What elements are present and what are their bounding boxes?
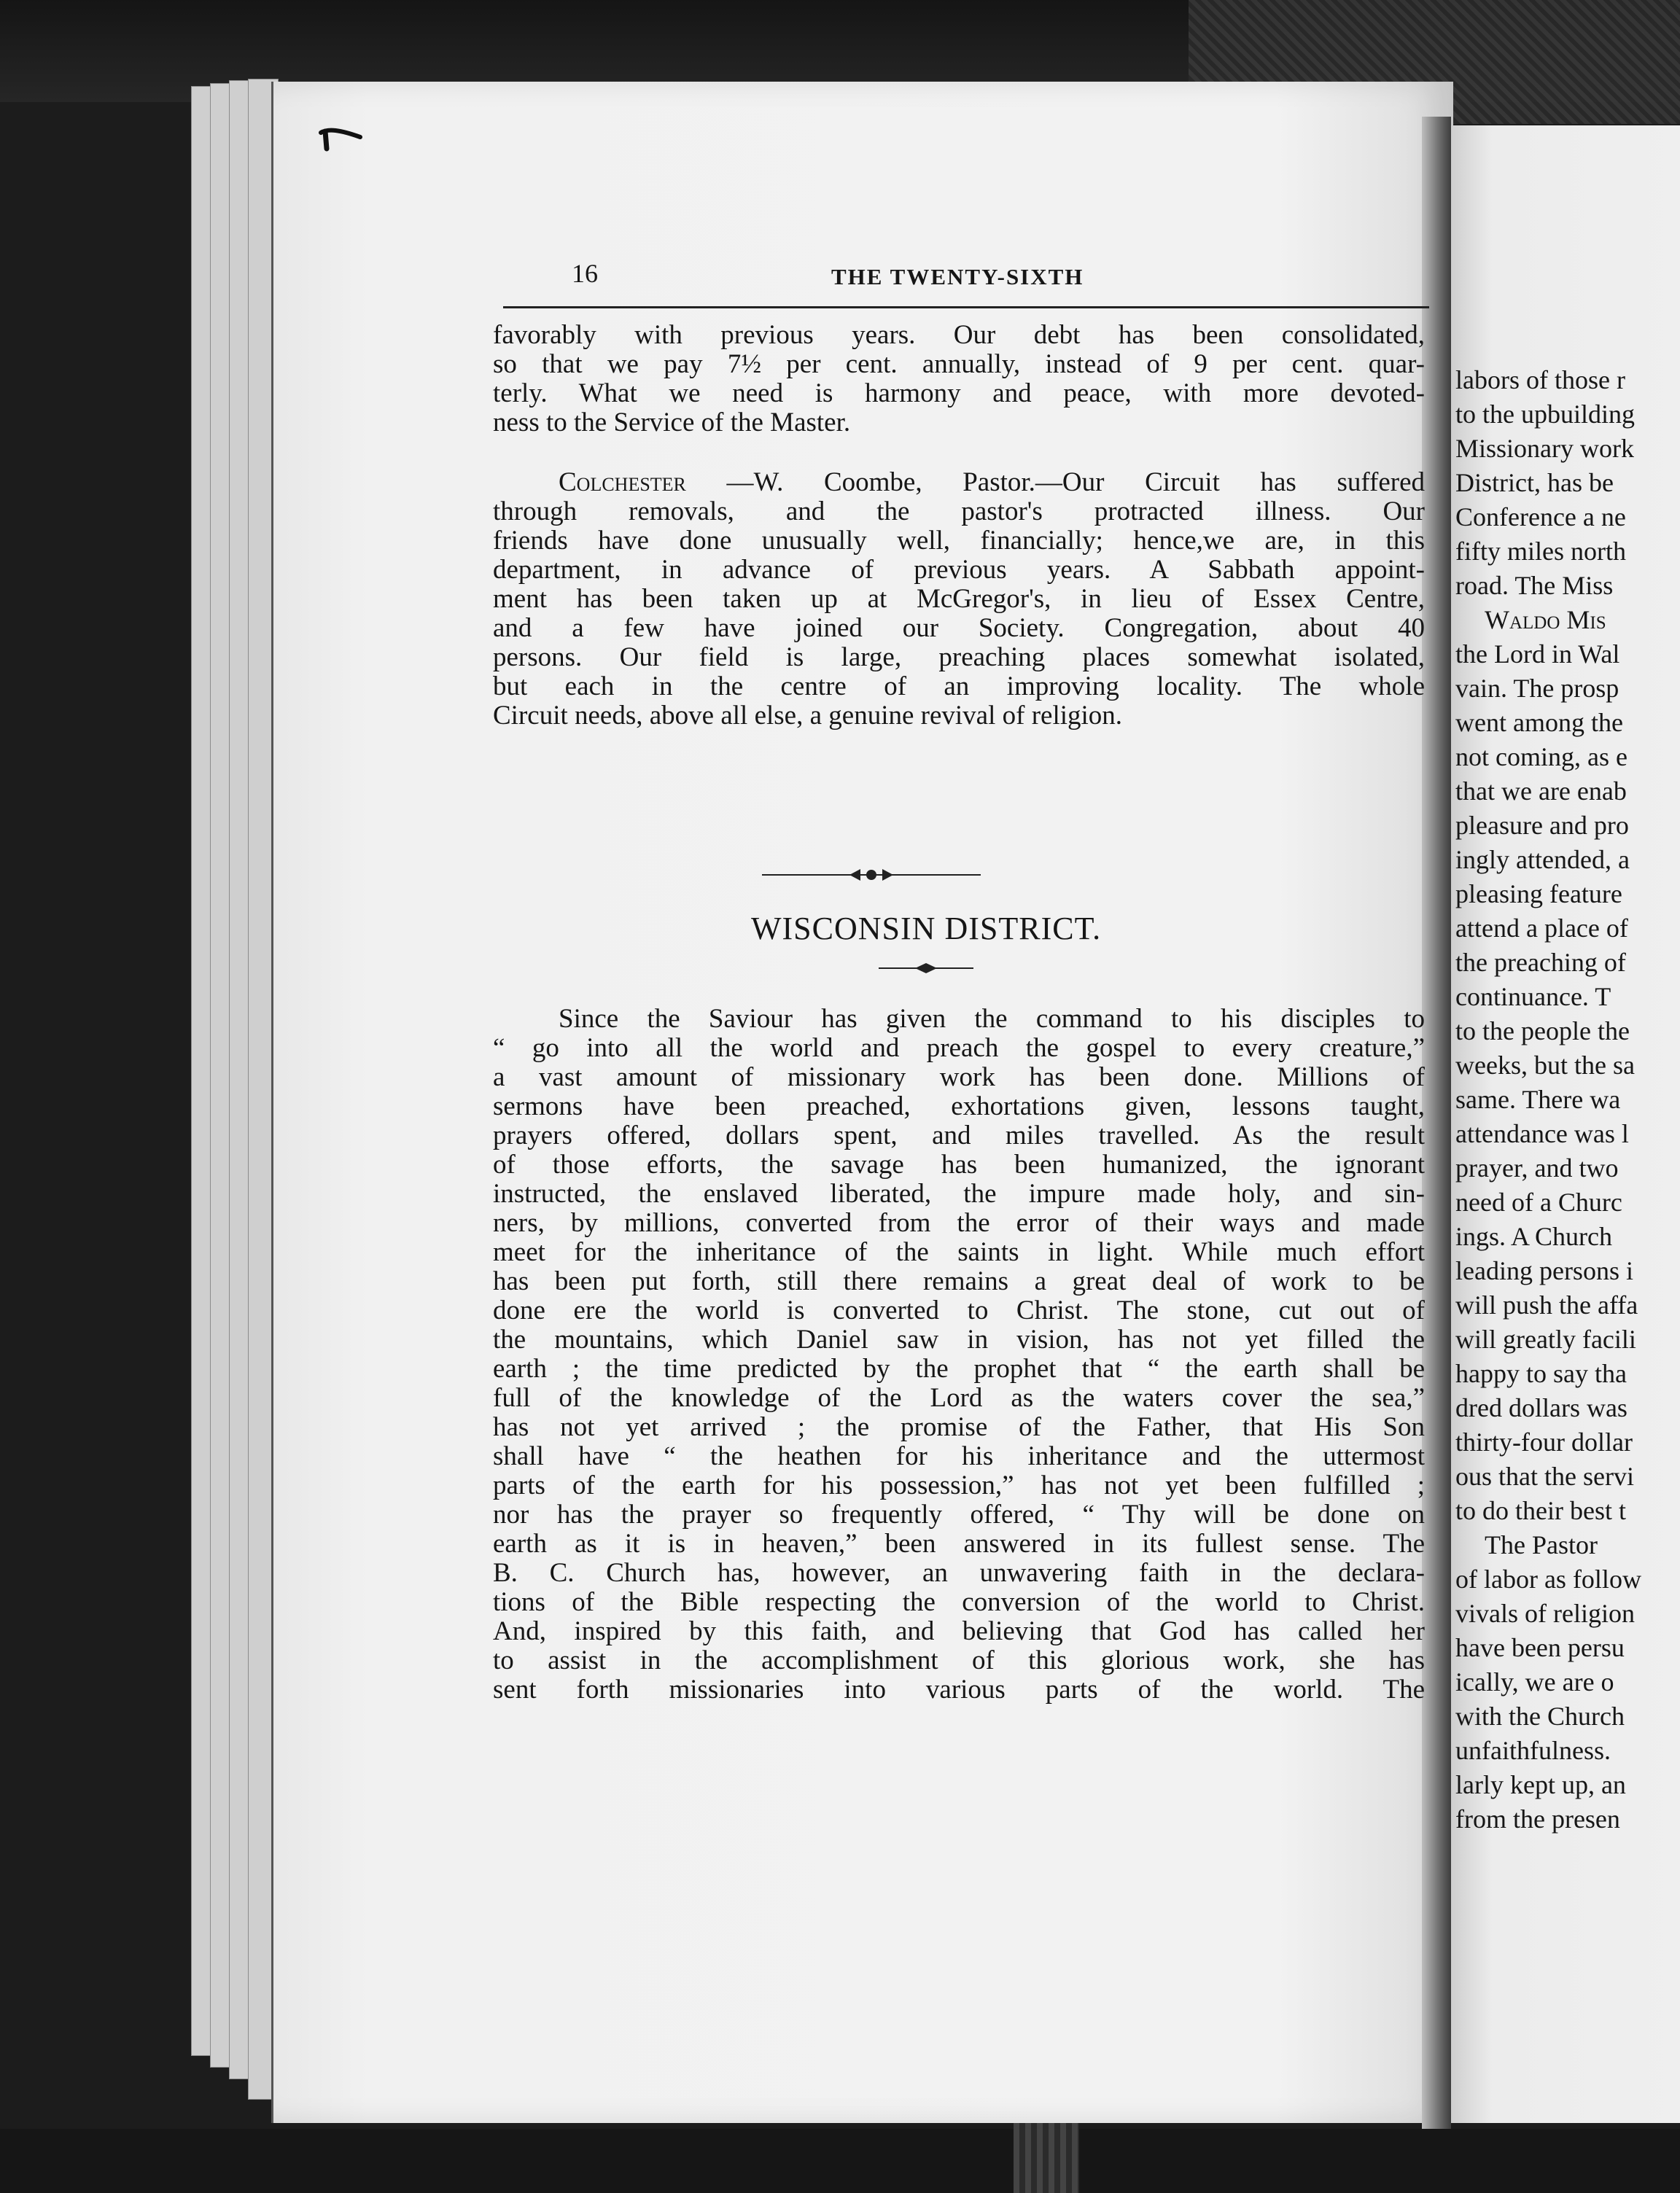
text-line: sent forth missionaries into various parts of the world. The (493, 1675, 1425, 1705)
text-line: has been put forth, still there remains a great deal of work to be (493, 1266, 1425, 1296)
text-line: B. C. Church has, however, an unwavering faith in the declara- (493, 1558, 1425, 1588)
pen-mark-icon (318, 122, 365, 152)
text-line: persons. Our field is large, preaching places somewhat isolated, (493, 642, 1425, 672)
text-line: Circuit needs, above all else, a genuine revival of religion. (493, 701, 1123, 731)
text-line: to the people the (1455, 1016, 1630, 1045)
text-line: tions of the Bible respecting the conversion of the world to Christ. (493, 1587, 1425, 1617)
text-line: “ go into all the world and preach the gospel to every creature,” (493, 1033, 1425, 1063)
text-line: happy to say tha (1455, 1359, 1627, 1388)
header-rule (503, 306, 1429, 308)
text-line: full of the knowledge of the Lord as the waters cover the sea,” (493, 1383, 1425, 1413)
text-line: not coming, as e (1455, 742, 1628, 771)
text-line: to assist in the accomplishment of this glorious work, she has (493, 1645, 1425, 1675)
text-line: need of a Churc (1455, 1188, 1622, 1217)
text-line: continuance. T (1455, 982, 1611, 1011)
text-line: ous that the servi (1455, 1462, 1634, 1491)
text-line (493, 468, 1425, 497)
text-line: ners, by millions, converted from the error of their ways and made (493, 1208, 1425, 1238)
section-ornament (762, 866, 981, 884)
text-line: shall have “ the heathen for his inheritance and the uttermost (493, 1441, 1425, 1471)
text-line: favorably with previous years. Our debt has been consolidated, (493, 320, 1425, 350)
text-line: vain. The prosp (1455, 674, 1619, 703)
text-line: of labor as follow (1455, 1565, 1641, 1594)
text-line: thirty-four dollar (1455, 1427, 1633, 1457)
text-line: weeks, but the sa (1455, 1051, 1635, 1080)
text-line: of those efforts, the savage has been humanized, the ignorant (493, 1150, 1425, 1180)
text-line: done ere the world is converted to Christ. The stone, cut out of (493, 1296, 1425, 1325)
text-line: through removals, and the pastor's protracted illness. Our (493, 496, 1425, 526)
text-line: went among the (1455, 708, 1623, 737)
text-line: from the presen (1455, 1804, 1620, 1834)
text-line: road. The Miss (1455, 571, 1614, 600)
text-line: pleasing feature (1455, 879, 1622, 908)
text-line: the Lord in Wal (1455, 639, 1620, 669)
text-line: will greatly facili (1455, 1325, 1636, 1354)
text-line: to the upbuilding (1455, 400, 1635, 429)
text-line: District, has be (1455, 468, 1614, 497)
text-line: the preaching of (1455, 948, 1626, 977)
text-line: dred dollars was (1455, 1393, 1628, 1422)
text-line: attendance was l (1455, 1119, 1629, 1148)
text-line: have been persu (1455, 1633, 1625, 1662)
text-line: unfaithfulness. (1455, 1736, 1611, 1765)
text-line: ingly attended, a (1455, 845, 1630, 874)
text-line: the mountains, which Daniel saw in vision, has not yet filled the (493, 1325, 1425, 1355)
text-line: labors of those r (1455, 365, 1625, 394)
colchester-paragraph (493, 468, 1425, 731)
text-line: nor has the prayer so frequently offered, “ Thy will be done on (493, 1500, 1425, 1530)
text-line: earth as it is in heaven,” been answered in its fullest sense. The (493, 1529, 1425, 1559)
text-line: meet for the inheritance of the saints in light. While much effort (493, 1237, 1425, 1267)
text-line: ness to the Service of the Master. (493, 408, 851, 437)
text-line: has not yet arrived ; the promise of the Father, that His Son (493, 1412, 1425, 1442)
text-line: And, inspired by this faith, and believing that God has called her (493, 1616, 1425, 1646)
book-gutter (1422, 117, 1451, 2129)
text-line: larly kept up, an (1455, 1770, 1626, 1799)
text-line: same. There wa (1455, 1085, 1621, 1114)
text-line: and a few have joined our Society. Congregation, about 40 (493, 613, 1425, 643)
text-line: with the Church (1455, 1702, 1625, 1731)
text-line: that we are enab (1455, 776, 1627, 806)
text-line: will push the affa (1455, 1290, 1638, 1320)
right-page-text (1455, 363, 1680, 1836)
section-title: WISCONSIN DISTRICT. (751, 911, 1102, 946)
wisconsin-paragraph (493, 1005, 1425, 1705)
text-line: ically, we are o (1455, 1667, 1614, 1697)
text-line: prayers offered, dollars spent, and miles travelled. As the result (493, 1121, 1425, 1150)
page-number: 16 (572, 259, 598, 288)
text-line: terly. What we need is harmony and peace, with more devoted- (493, 378, 1425, 408)
text-line: Conference a ne (1455, 502, 1626, 531)
text-line: sermons have been preached, exhortations given, lessons taught, (493, 1091, 1425, 1121)
text-line: Waldo Mis (1485, 605, 1606, 634)
text-line: to do their best t (1455, 1496, 1626, 1525)
text-line: ment has been taken up at McGregor's, in lieu of Essex Centre, (493, 584, 1425, 614)
text-line: Missionary work (1455, 434, 1634, 463)
text-line: parts of the earth for his possession,” has not yet been fulfilled ; (493, 1471, 1425, 1500)
text-line: pleasure and pro (1455, 811, 1629, 840)
text-line: ings. A Church (1455, 1222, 1613, 1251)
text-line: prayer, and two (1455, 1153, 1619, 1183)
title-underline-ornament (879, 961, 973, 975)
text-line: department, in advance of previous years. A Sabbath appoint- (493, 555, 1425, 585)
text-line: friends have done unusually well, financially; hence,we are, in this (493, 526, 1425, 556)
text-line: but each in the centre of an improving locality. The whole (493, 671, 1425, 701)
microfilm-bottom-border (0, 2129, 1680, 2193)
text-line: a vast amount of missionary work has been done. Millions of (493, 1062, 1425, 1092)
text-line: vivals of religion (1455, 1599, 1635, 1628)
text-line: fifty miles north (1455, 537, 1626, 566)
running-head: THE TWENTY-SIXTH (831, 264, 1084, 289)
place-name: Colchester (559, 467, 686, 497)
intro-paragraph (493, 321, 1425, 437)
text-line: earth ; the time predicted by the prophet that “ the earth shall be (493, 1354, 1425, 1384)
text-line: The Pastor (1485, 1530, 1598, 1559)
text-line: attend a place of (1455, 914, 1628, 943)
text-line: leading persons i (1455, 1256, 1633, 1285)
text-line: so that we pay 7½ per cent. annually, instead of 9 per cent. quar- (493, 349, 1425, 379)
text-line: instructed, the enslaved liberated, the impure made holy, and sin- (493, 1179, 1425, 1209)
text-line: Since the Saviour has given the command to his disciples to (559, 1004, 1425, 1034)
text-fragment: —W. Coombe, Pastor.—Our Circuit has suffered (685, 467, 1425, 497)
